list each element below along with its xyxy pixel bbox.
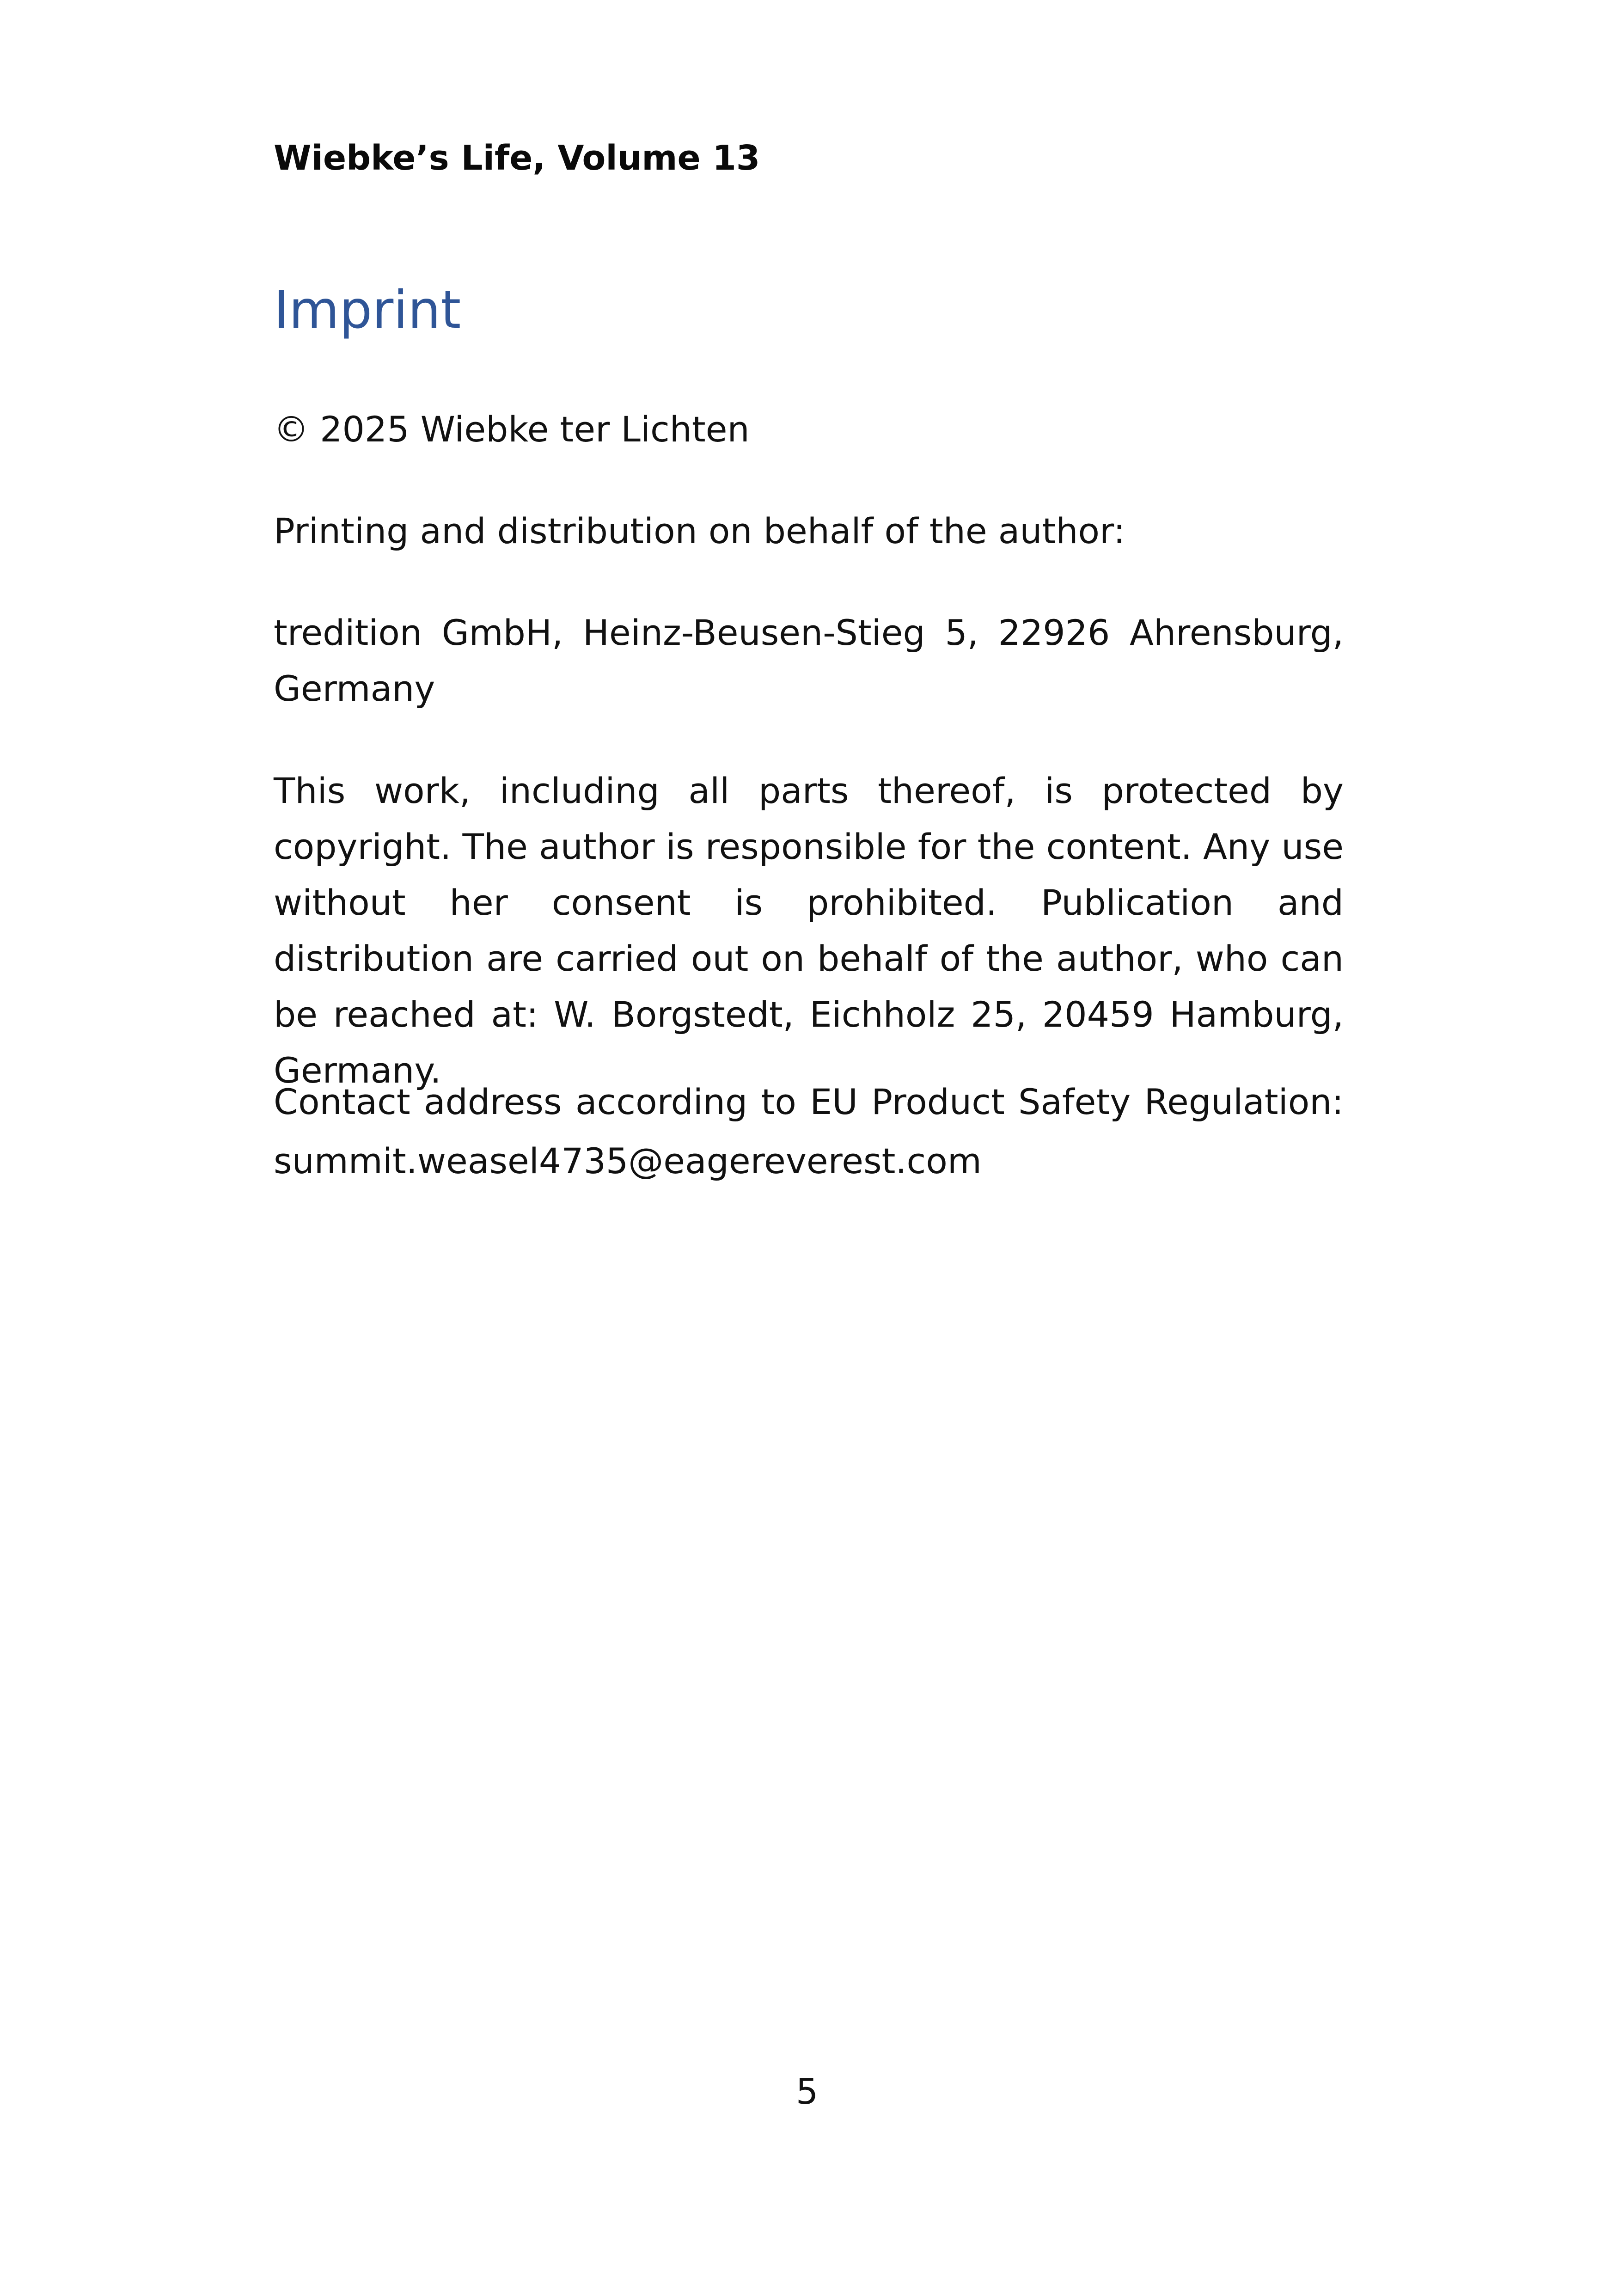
book-title: Wiebke’s Life, Volume 13 — [274, 138, 760, 178]
printing-distribution-line: Printing and distribution on behalf of the author: — [274, 510, 1125, 551]
page-number: 5 — [795, 2071, 819, 2112]
contact-email-link[interactable]: summit.weasel4735@eagereverest.com — [274, 1140, 982, 1182]
contact-paragraph — [274, 1072, 1344, 1191]
copyright-notice: © 2025 Wiebke ter Lichten — [274, 409, 750, 450]
publisher-address: tredition GmbH, Heinz-Beusen-Stieg 5, 22926 Ahrensburg, Germany — [274, 612, 1344, 709]
rights-paragraph: This work, including all parts thereof, is protected by copyright. The author is responsible for the content. Any use without her consent is prohibited. Publication and distribution are carried out on behalf of the author, who can be reached at: W. Borgstedt, Eichholz 25, 20459 Hamburg, Germany. — [274, 770, 1344, 1091]
imprint-heading: Imprint — [274, 280, 461, 340]
contact-label: Contact address according to EU Product Safety Regulation: — [274, 1081, 1344, 1122]
